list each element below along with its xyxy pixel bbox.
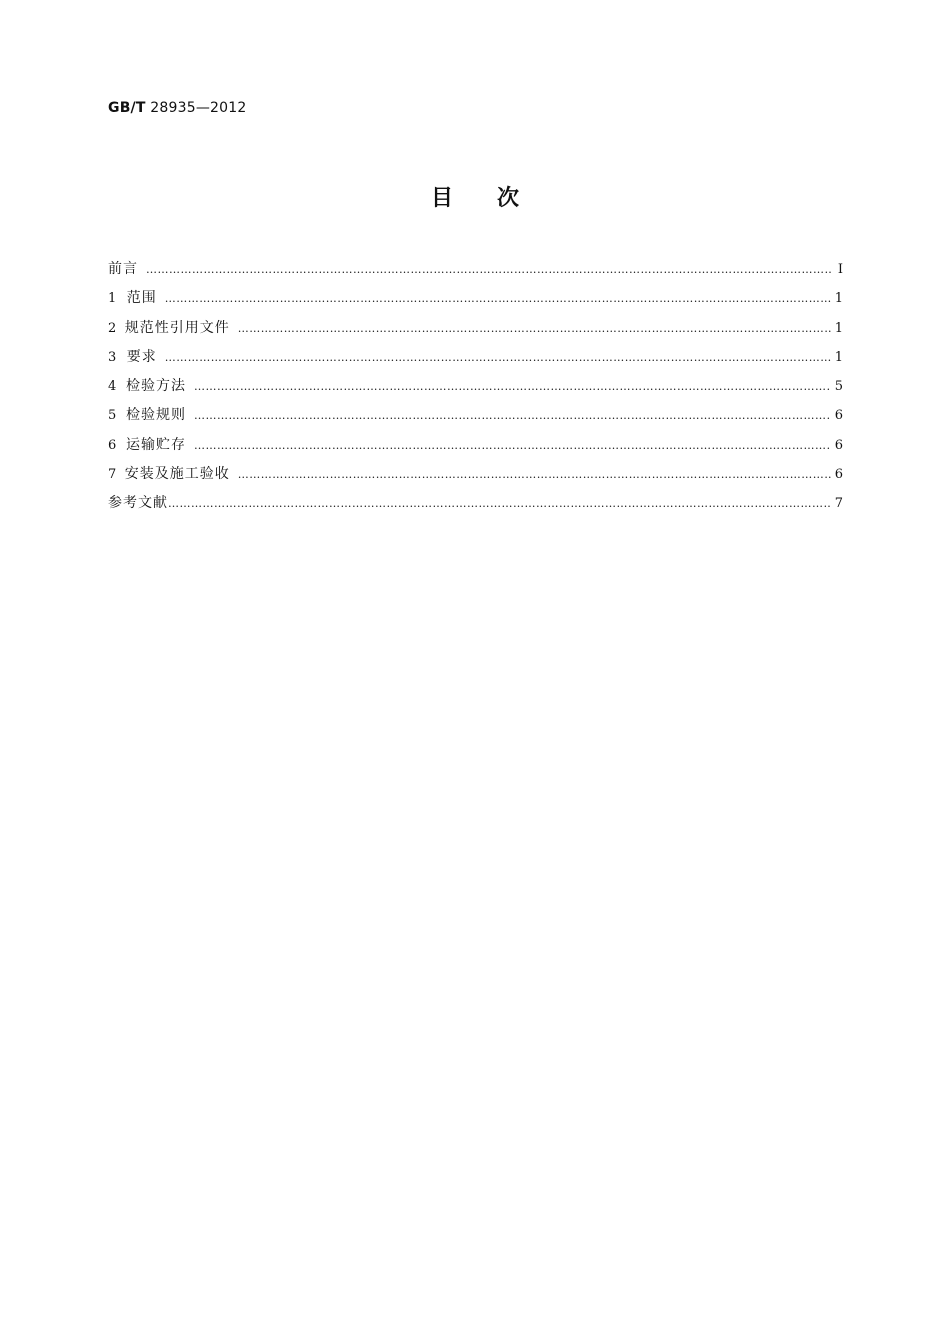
toc-entry-page: 6 — [834, 437, 843, 453]
toc-entry-transport-storage[interactable] — [108, 434, 843, 463]
toc-leader-dots — [194, 380, 831, 393]
toc-leader-dots — [238, 468, 831, 481]
toc-entry-number: 2 — [108, 320, 117, 336]
toc-entry-normative-references[interactable] — [108, 317, 843, 346]
toc-entry-label: 运输贮存 — [125, 436, 186, 453]
toc-entry-number: 7 — [108, 467, 117, 483]
toc-leader-dots — [165, 292, 831, 305]
toc-entry-label: 安装及施工验收 — [124, 466, 230, 483]
standard-code — [108, 100, 246, 116]
toc-entry-inspection-rules[interactable] — [108, 404, 843, 433]
toc-entry-page: 1 — [834, 320, 843, 336]
toc-entry-label: 要求 — [126, 348, 157, 365]
toc-entry-page: Ⅰ — [837, 262, 843, 277]
toc-entry-foreword[interactable] — [108, 258, 843, 287]
toc-entry-test-methods[interactable] — [108, 375, 843, 404]
toc-entry-number: 3 — [108, 349, 117, 365]
toc-leader-dots — [165, 351, 831, 364]
toc-entry-label: 范围 — [126, 290, 157, 307]
toc-entry-number: 4 — [108, 379, 117, 395]
toc-entry-page: 1 — [834, 291, 843, 307]
toc-entry-number: 6 — [108, 437, 117, 453]
toc-entry-page: 6 — [834, 467, 843, 483]
toc-entry-installation-acceptance[interactable] — [108, 463, 843, 492]
toc-entry-number: 5 — [108, 408, 117, 424]
table-of-contents — [108, 258, 843, 522]
toc-entry-label: 检验规则 — [125, 407, 186, 424]
toc-entry-page: 5 — [834, 379, 843, 395]
standard-prefix: GB/T — [108, 100, 146, 116]
toc-leader-dots — [194, 439, 831, 452]
page-title: 目次 — [430, 186, 563, 211]
toc-entry-requirements[interactable] — [108, 346, 843, 375]
toc-entry-label: 检验方法 — [125, 378, 186, 395]
toc-entry-label: 前言 — [108, 261, 138, 277]
toc-leader-dots — [194, 409, 831, 422]
toc-leader-dots — [168, 497, 831, 510]
toc-entry-page: 7 — [834, 496, 843, 512]
toc-leader-dots — [238, 322, 831, 335]
toc-entry-scope[interactable] — [108, 287, 843, 316]
toc-entry-label: 规范性引用文件 — [124, 319, 230, 336]
toc-leader-dots — [146, 263, 831, 276]
toc-entry-page: 1 — [834, 349, 843, 365]
toc-entry-bibliography[interactable] — [108, 492, 843, 521]
toc-entry-page: 6 — [834, 408, 843, 424]
standard-number: 28935—2012 — [150, 100, 247, 116]
toc-entry-label: 参考文献 — [108, 495, 168, 512]
toc-entry-number: 1 — [108, 291, 117, 307]
